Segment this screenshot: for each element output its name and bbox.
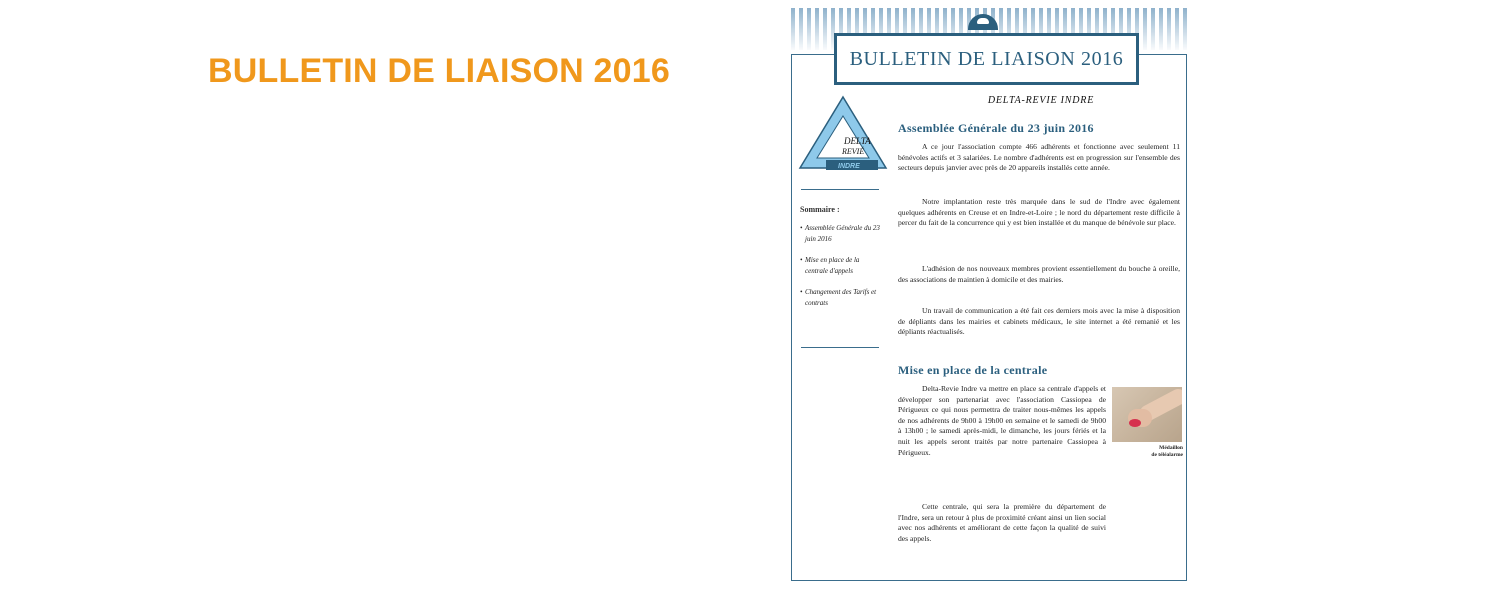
photo-caption-line1: Médaillon xyxy=(1159,445,1183,451)
banner-title: BULLETIN DE LIAISON 2016 xyxy=(834,33,1139,85)
page-heading: BULLETIN DE LIAISON 2016 xyxy=(208,52,670,90)
sommaire-item: • Assemblée Générale du 23 juin 2016 xyxy=(800,223,884,245)
paragraph: Delta-Revie Indre va mettre en place sa centrale d'appels et développer son partenariat avec l'association Cassiopea de Périgueux ce qui nous permettra de traiter nous-mêmes les appels de nos adhérents de 9h00 à 19h00 en semaine et le samedi de 9h00 à 13h00 ; le samedi après-midi, le dimanche, les jours fériés et la nuit les appels seront traités par notre partenaire Cassiopea à Périgueux. xyxy=(898,384,1106,457)
sommaire-title: Sommaire : xyxy=(800,205,840,214)
paragraph: Un travail de communication a été fait ces derniers mois avec la mise à disposition de dépliants dans les mairies et cabinets médicaux, le site internet a été remanié et les dépliants réactualisés. xyxy=(898,306,1180,337)
delta-revie-logo xyxy=(798,94,888,176)
sidebar-divider-bottom xyxy=(801,347,879,348)
newsletter-page xyxy=(791,8,1187,580)
logo-text-line2: REVIÉ xyxy=(842,147,865,156)
newsletter-subtitle: DELTA-REVIE INDRE xyxy=(987,95,1095,106)
sommaire-item: • Mise en place de la centrale d'appels xyxy=(800,255,884,277)
section-title-assemblee: Assemblée Générale du 23 juin 2016 xyxy=(898,121,1094,135)
sidebar-divider-top xyxy=(801,189,879,190)
logo-text-line3: INDRE xyxy=(838,163,860,170)
section-title-centrale: Mise en place de la centrale xyxy=(898,363,1048,377)
sommaire-item: • Changement des Tarifs et contrats xyxy=(800,287,884,309)
photo-caption-line2: de téléalarme xyxy=(1151,452,1183,458)
telealarme-photo xyxy=(1112,387,1182,442)
paragraph: A ce jour l'association compte 466 adhérents et fonctionne avec seulement 11 bénévoles actifs et 3 salariées. Le nombre d'adhérents est en progression sur l'ensemble des secteurs depuis janvier avec près de 20 appareils installés cette année. xyxy=(898,142,1180,173)
paragraph: Notre implantation reste très marquée dans le sud de l'Indre avec également quelques adhérents en Creuse et en Indre-et-Loire ; le nord du département reste difficile à percer du fait de la concurrence qui y est bien installée et du manque de bénévole sur place. xyxy=(898,197,1180,228)
sommaire-list xyxy=(800,223,884,319)
photo-caption xyxy=(1131,445,1183,459)
logo-text-line1: DELTA xyxy=(844,136,871,146)
paragraph: L'adhésion de nos nouveaux membres provient essentiellement du bouche à oreille, des associations de maintien à domicile et des mairies. xyxy=(898,264,1180,284)
paragraph: Cette centrale, qui sera la première du département de l'Indre, sera un retour à plus de proximité créant ainsi un lien social avec nos adhérents et améliorant de cette façon la qualité de suivi des appels. xyxy=(898,502,1106,543)
